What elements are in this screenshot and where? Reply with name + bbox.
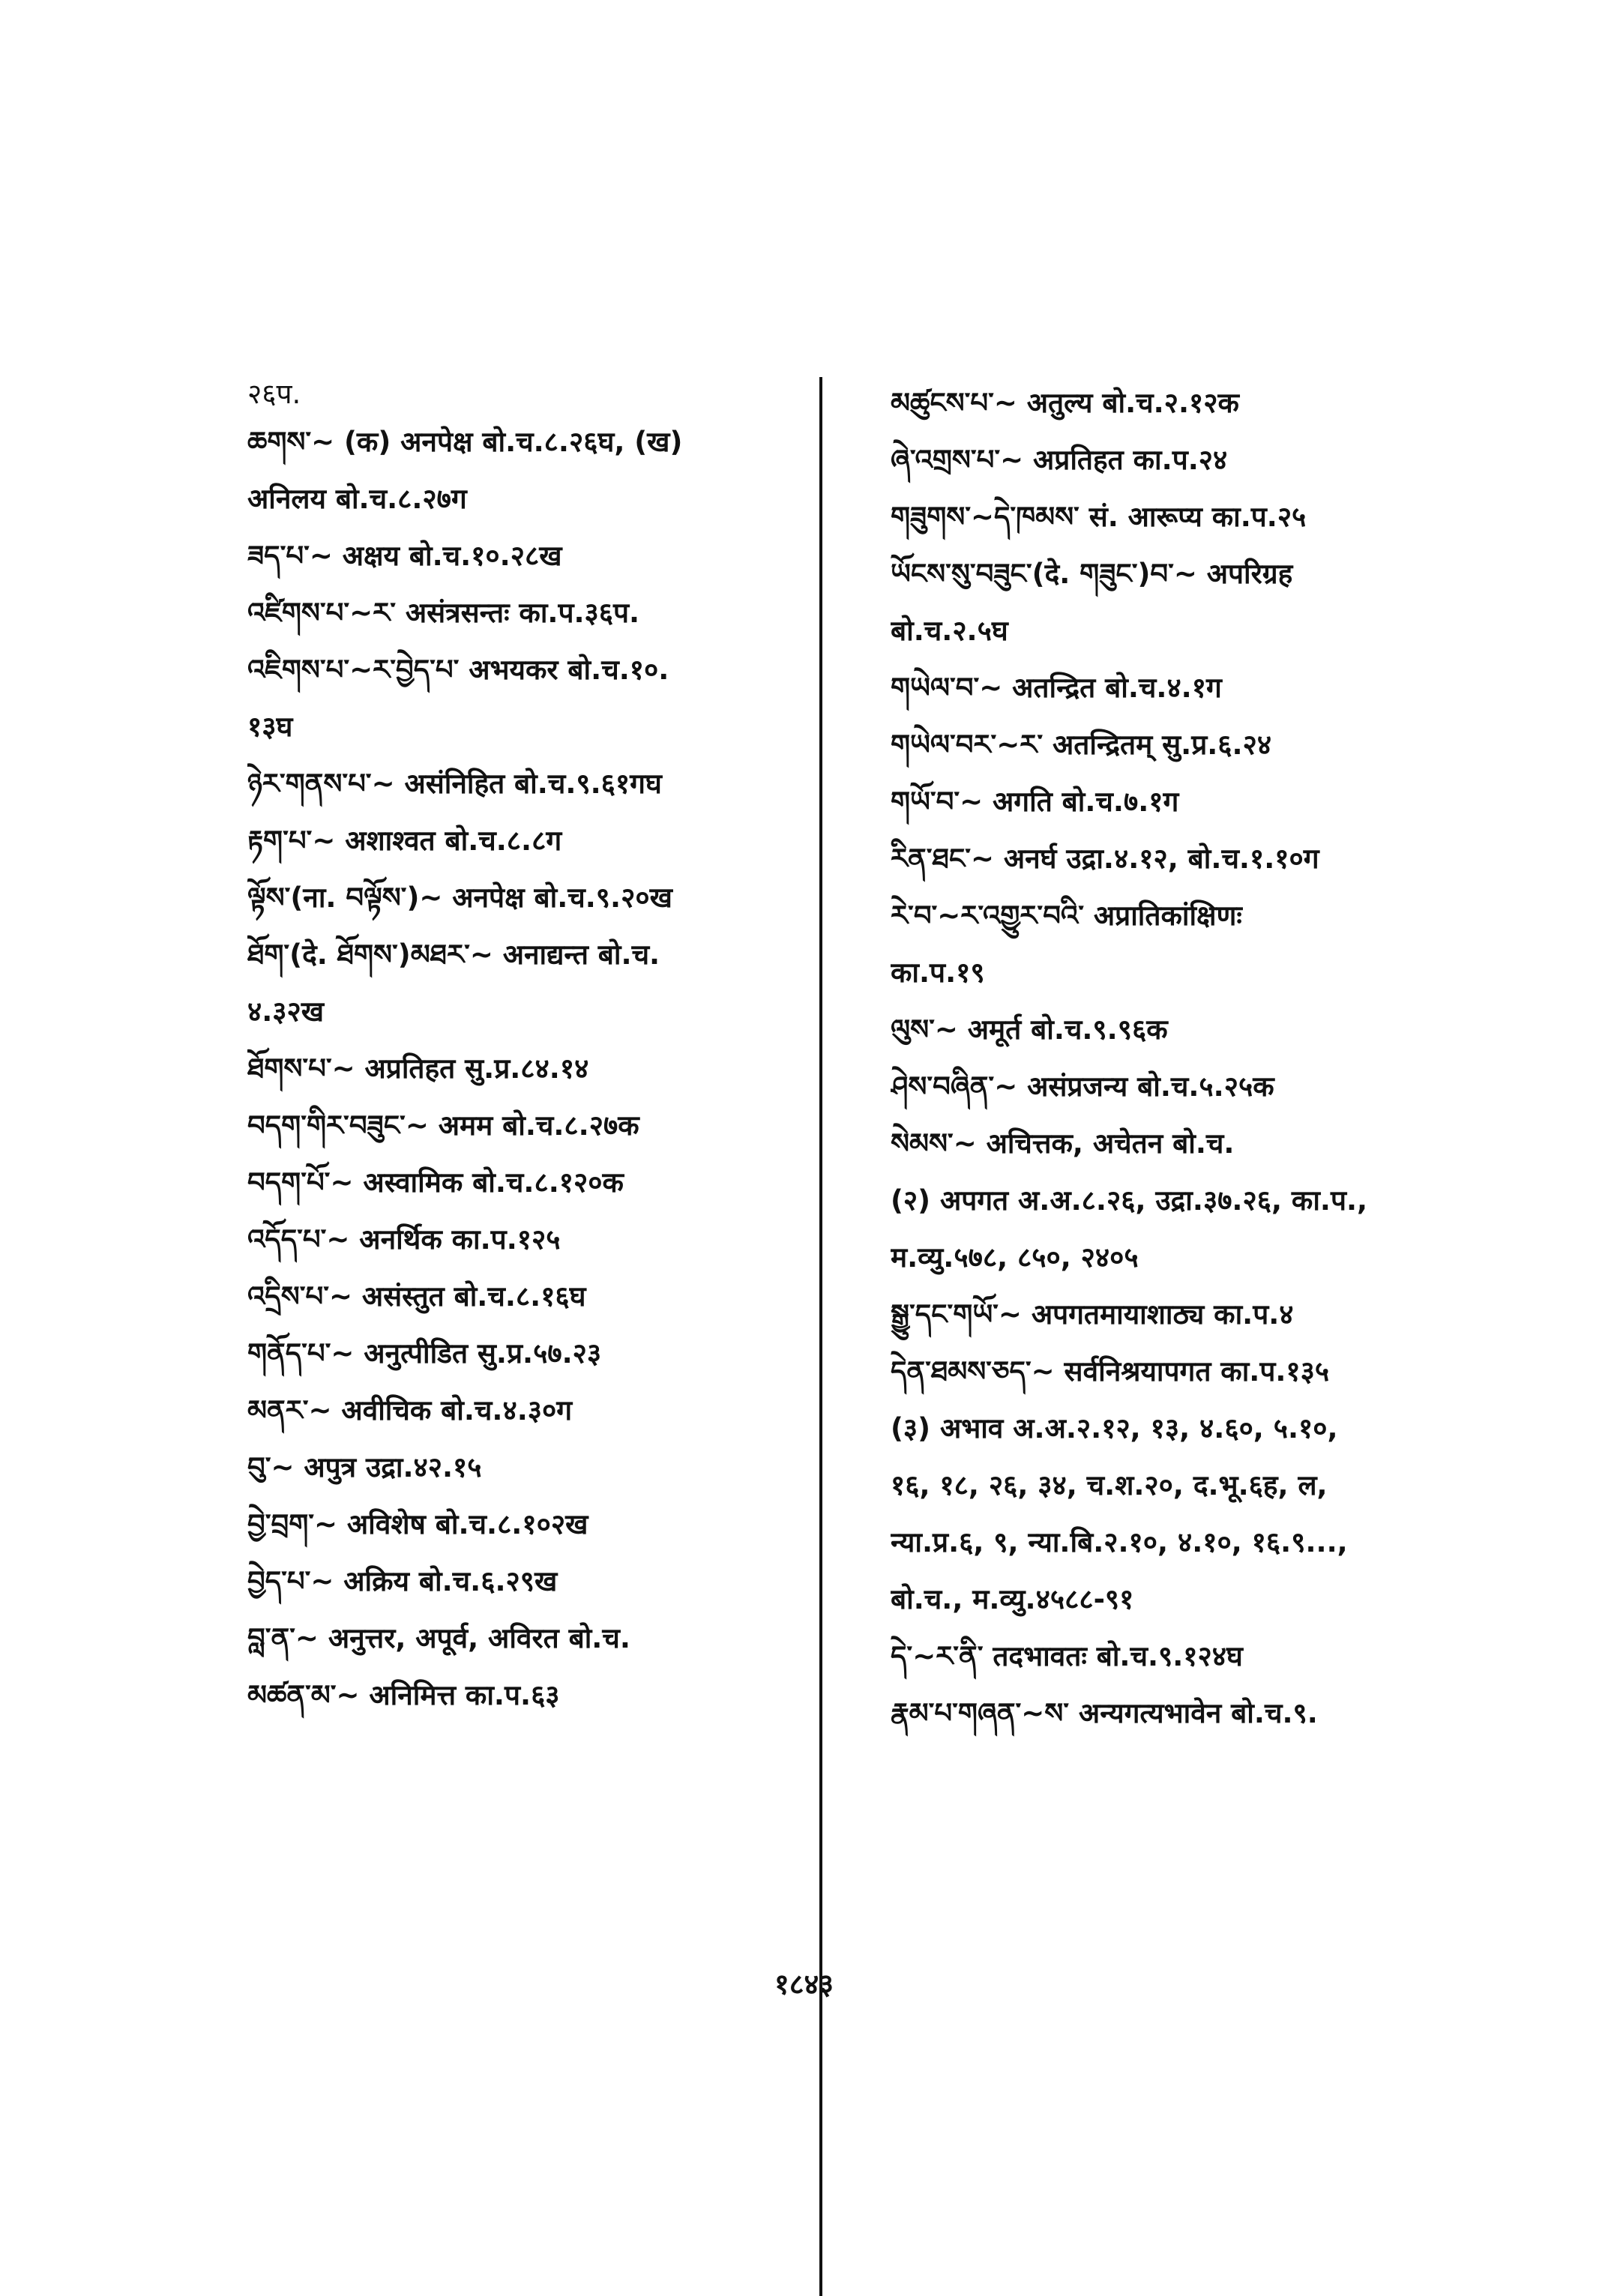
dictionary-entry: བདག་པོ་~ अस्वामिक बो.च.८.१२०क — [247, 1166, 624, 1199]
dictionary-entry: མཚན་མ་~ अनिमित्त का.प.६३ — [247, 1679, 560, 1711]
dictionary-entry: ४.३२ख — [247, 995, 325, 1028]
dictionary-entry: དེན་ཐམས་ཅད་~ सर्वनिश्रयापगत का.प.१३५ — [891, 1355, 1330, 1387]
column-divider — [819, 377, 822, 2296]
dictionary-entry: སེམས་~ अचित्तक, अचेतन बो.च. — [891, 1127, 1235, 1160]
dictionary-entry: བྱེད་པ་~ अक्रिय बो.च.६.२९ख — [247, 1565, 558, 1597]
dictionary-entry: གཟུགས་~དེ་ཁམས་ सं. आरूप्य का.प.२५ — [891, 501, 1307, 533]
dictionary-entry: རིན་ཐང་~ अनर्घ उद्रा.४.१२, बो.च.१.१०ग — [891, 843, 1319, 875]
dictionary-entry: ཡོངས་སུ་བཟུང་(दे. གཟུང་)བ་~ अपरिग्रह — [891, 558, 1293, 590]
page-number: १८४३ — [774, 1968, 834, 2001]
dictionary-entry: སྒྱུ་དང་གཡོ་~ अपगतमायाशाठ्य का.प.४ — [891, 1298, 1294, 1331]
left-column — [247, 375, 892, 1724]
dictionary-entry: འཇིགས་པ་~ར་བྱེད་པ་ अभयकर बो.च.१०. — [247, 654, 669, 686]
dictionary-entry: བྱེ་བྲག་~ अविशेष बो.च.८.१०२ख — [247, 1508, 588, 1540]
dictionary-entry: འཛིགས་པ་~ར་ असंत्रसन्तः का.प.३६प. — [247, 597, 640, 629]
dictionary-entry: ཤེས་བཞིན་~ असंप्रजन्य बो.च.५.२५क — [891, 1070, 1274, 1103]
dictionary-entry: ཞེ་འགྲས་པ་~ अप्रतिहत का.प.२४ — [891, 444, 1228, 476]
dictionary-entry: འདོད་པ་~ अनर्थिक का.प.१२५ — [247, 1223, 561, 1256]
right-column — [891, 375, 1505, 1742]
dictionary-entry: म.व्यु.५७८, ८५०, २४०५ — [891, 1241, 1139, 1274]
dictionary-entry: གནོད་པ་~ अनुत्पीडित सु.प्र.५७.२३ — [247, 1337, 602, 1370]
dictionary-entry: མནར་~ अवीचिक बो.च.४.३०ग — [247, 1394, 573, 1426]
dictionary-entry: अनिलय बो.च.८.२७ग — [247, 483, 467, 515]
dictionary-entry: न्या.प्र.६, ९, न्या.बि.२.१०, ४.१०, १६.९..., — [891, 1526, 1348, 1558]
dictionary-entry: ལྟོས་(ना. བལྟོས་)~ अनपेक्ष बो.च.९.२०ख — [247, 882, 672, 914]
dictionary-entry: བདག་གིར་བཟུང་~ अमम बो.च.८.२७क — [247, 1109, 639, 1142]
dictionary-entry: མཚུངས་པ་~ अतुल्य बो.च.२.१२क — [891, 387, 1239, 419]
dictionary-entry: བུ་~ अपुत्र उद्रा.४२.१५ — [247, 1451, 482, 1483]
dictionary-entry: ཉེར་གནས་པ་~ असंनिहित बो.च.९.६१गघ — [247, 768, 662, 800]
dictionary-entry: གཡོ་བ་~ अगति बो.च.७.१ग — [891, 786, 1179, 818]
dictionary-entry: १६, १८, २६, ३४, च.श.२०, द.भू.६ह, ल, — [891, 1469, 1328, 1501]
dictionary-entry: ལུས་~ अमूर्त बो.च.९.९६क — [891, 1013, 1168, 1046]
dictionary-entry: बो.च., म.व्यु.४५८८-९१ — [891, 1583, 1134, 1615]
dictionary-entry: ཆགས་~ (क) अनपेक्ष बो.च.८.२६घ, (ख) — [247, 426, 683, 458]
dictionary-entry: རྣམ་པ་གཞན་~ས་ अन्यगत्यभावेन बो.च.९. — [891, 1697, 1318, 1729]
dictionary-entry: རེ་བ་~ར་འགྱུར་བའི་ अप्रातिकांक्षिणः — [891, 900, 1242, 932]
dictionary-entry: (३) अभाव अ.अ.२.१२, १३, ४.६०, ५.१०, — [891, 1412, 1338, 1444]
dictionary-entry: བླ་ན་~ अनुत्तर, अपूर्व, अविरत बो.च. — [247, 1622, 630, 1654]
dictionary-entry: का.प.१९ — [891, 956, 985, 989]
dictionary-entry: (२) अपगत अ.अ.८.२६, उद्रा.३७.२६, का.प., — [891, 1184, 1368, 1217]
dictionary-entry: རྟག་པ་~ अशाश्वत बो.च.८.८ग — [247, 825, 562, 857]
dictionary-entry: གཡེལ་བ་~ अतन्द्रित बो.च.४.१ग — [891, 672, 1222, 704]
dictionary-entry: २६प. — [247, 378, 301, 410]
dictionary-entry: ཐོགས་པ་~ अप्रतिहत सु.प्र.८४.१४ — [247, 1052, 589, 1085]
dictionary-entry: འདྲིས་པ་~ असंस्तुत बो.च.८.१६घ — [247, 1280, 586, 1313]
dictionary-entry: १३घ — [247, 711, 293, 743]
dictionary-entry: དེ་~ར་ནི་ तदभावतः बो.च.९.१२४घ — [891, 1640, 1243, 1672]
dictionary-entry: གཡེལ་བར་~ར་ अतन्द्रितम् सु.प्र.६.२४ — [891, 729, 1272, 761]
dictionary-entry: बो.च.२.५घ — [891, 615, 1008, 647]
dictionary-entry: ཐོག་(दे. ཐོགས་)མཐར་~ अनाद्यन्त बो.च. — [247, 938, 660, 971]
dictionary-entry: ཟད་པ་~ अक्षय बो.च.१०.२८ख — [247, 540, 562, 572]
